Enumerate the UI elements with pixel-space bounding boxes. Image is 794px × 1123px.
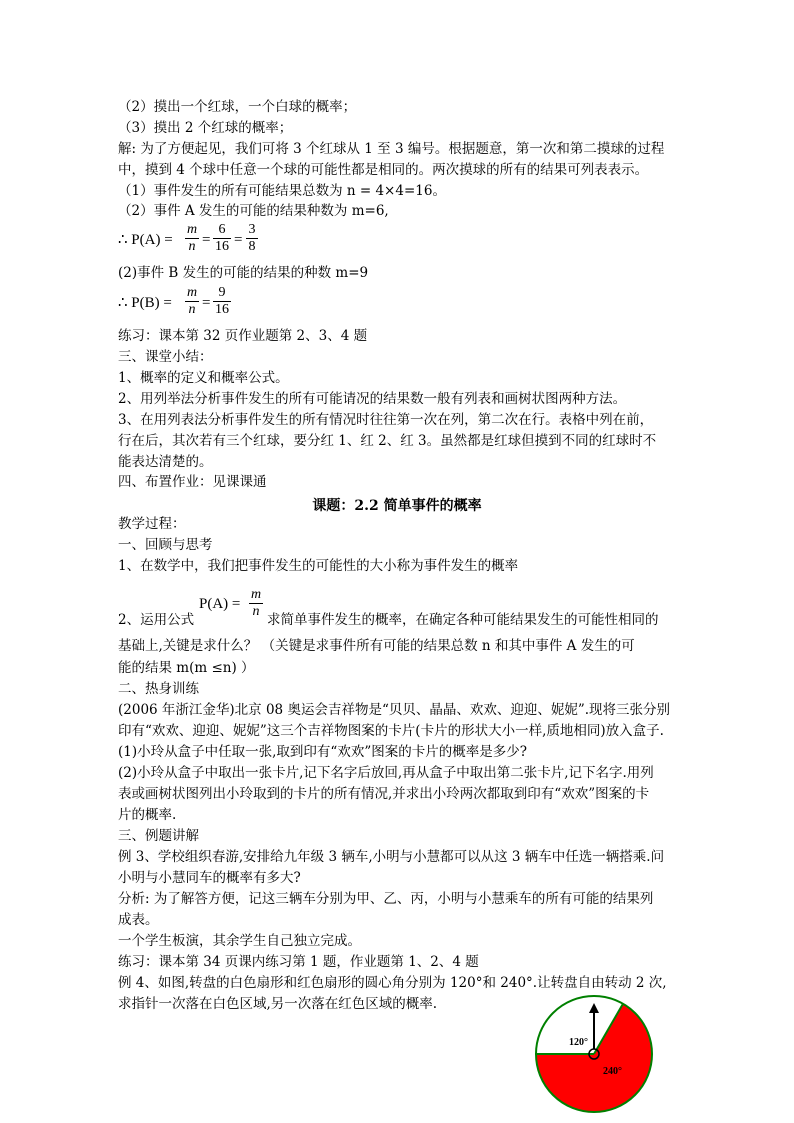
fraction-m-n: $\frac{m}{n}$ — [250, 587, 262, 619]
fraction-9-16: $\frac{9}{16}$ — [215, 285, 229, 317]
section-heading: 一、回顾与思考 — [118, 537, 213, 553]
text-line: 例 4、如图,转盘的白色扇形和红色扇形的圆心角分别为 120°和 240°.让转盘自由转动 2 次, — [118, 975, 667, 991]
text-line: 行在后，其次若有三个红球，要分红 1、红 2、红 3。虽然都是红球但摸到不同的红球时不 — [118, 433, 657, 449]
text-line: 一个学生板演，其余学生自己独立完成。 — [118, 933, 361, 949]
text-line: 1、概率的定义和概率公式。 — [118, 370, 289, 386]
text-line: （2）摸出一个红球，一个白球的概率； — [118, 99, 357, 115]
equals-sign: = — [202, 232, 211, 248]
text-line: 解: 为了方便起见，我们可将 3 个红球从 1 至 3 编号。根据题意，第一次和第二摸球的过程 — [118, 141, 665, 157]
text-line: （2）事件 A 发生的可能的结果种数为 m=6, — [118, 203, 389, 219]
text-line: 成表。 — [118, 912, 159, 928]
formula-pa-def: P(A) = — [199, 596, 241, 612]
text-line: (2)事件 B 发生的可能的结果的种数 m=9 — [118, 265, 369, 281]
text-line: （3）摸出 2 个红球的概率； — [118, 120, 293, 136]
text-line: 表或画树状图列出小玲取到的卡片的所有情况,并求出小玲两次都取到印有“欢欢”图案的卡 — [118, 786, 650, 802]
text-line: (2)小玲从盒子中取出一张卡片,记下名字后放回,再从盒子中取出第二张卡片,记下名字.用列 — [118, 765, 654, 781]
text-line: (2006 年浙江金华)北京 08 奥运会吉祥物是“贝贝、晶晶、欢欢、迎迎、妮妮”.现将三张分别 — [118, 702, 671, 718]
section-heading: 二、热身训练 — [118, 681, 199, 697]
formula-pa-prefix: ∴ P(A) = — [118, 232, 173, 248]
equals-sign: = — [202, 295, 211, 311]
text-line: 2、运用公式 — [118, 612, 195, 628]
text-line: 小明与小慧同车的概率有多大? — [118, 870, 301, 886]
lesson-title: 课题：2.2 简单事件的概率 — [312, 498, 482, 514]
text-line: 片的概率. — [118, 807, 177, 823]
fraction-m-n: $\frac{m}{n}$ — [186, 285, 198, 317]
text-line: 教学过程： — [118, 516, 186, 532]
text-line: 1、在数学中，我们把事件发生的可能性的大小称为事件发生的概率 — [118, 558, 519, 574]
text-line: 练习：课本第 34 页课内练习第 1 题，作业题第 1、2、4 题 — [118, 954, 479, 970]
text-line: 基础上,关键是求什么？ （关键是求事件所有可能的结果总数 n 和其中事件 A 发生的可 — [118, 638, 635, 654]
text-line: 中，摸到 4 个球中任意一个球的可能性都是相同的。两次摸球的所有的结果可列表表示。 — [118, 162, 649, 178]
text-line: 3、在用列表法分析事件发生的所有情况时往往第一次在列，第二次在行。表格中列在前， — [118, 412, 654, 428]
section-heading: 三、例题讲解 — [118, 828, 199, 844]
text-line: 练习：课本第 32 页作业题第 2、3、4 题 — [118, 328, 368, 344]
text-line: 能表达清楚的。 — [118, 454, 213, 470]
text-line: 2、用列举法分析事件发生的所有可能请况的结果数一般有列表和画树状图两种方法。 — [118, 391, 627, 407]
formula-pb-prefix: ∴ P(B) = — [118, 295, 172, 311]
fraction-m-n: $\frac{m}{n}$ — [186, 222, 198, 254]
section-heading: 四、布置作业：见课课通 — [118, 474, 267, 490]
text-line: 印有“欢欢、迎迎、妮妮”这三个吉祥物图案的卡片(卡片的形状大小一样,质地相同)放入盒子. — [118, 723, 664, 739]
text-line: 能的结果 m(m ≤n) ） — [118, 660, 255, 676]
white-angle-label: 120° — [569, 1037, 588, 1048]
red-angle-label: 240° — [603, 1066, 622, 1077]
spinner-figure — [533, 993, 657, 1117]
equals-sign: = — [234, 232, 243, 248]
fraction-6-16: $\frac{6}{16}$ — [215, 222, 229, 254]
text-line: (1)小玲从盒子中任取一张,取到印有“欢欢”图案的卡片的概率是多少? — [118, 744, 527, 760]
text-line: 求简单事件发生的概率，在确定各种可能结果发生的可能性相同的 — [267, 612, 659, 628]
text-line: 例 3、学校组织春游,安排给九年级 3 辆车,小明与小慧都可以从这 3 辆车中任选一辆搭乘.问 — [118, 849, 665, 865]
fraction-3-8: $\frac{3}{8}$ — [246, 222, 258, 255]
text-line: 分析: 为了解答方便，记这三辆车分别为甲、乙、丙，小明与小慧乘车的所有可能的结果列 — [118, 891, 654, 907]
text-line: 求指针一次落在白色区域,另一次落在红色区域的概率. — [118, 996, 438, 1012]
text-line: （1）事件发生的所有可能结果总数为 n = 4×4=16。 — [118, 183, 446, 199]
section-heading: 三、课堂小结： — [118, 349, 213, 365]
